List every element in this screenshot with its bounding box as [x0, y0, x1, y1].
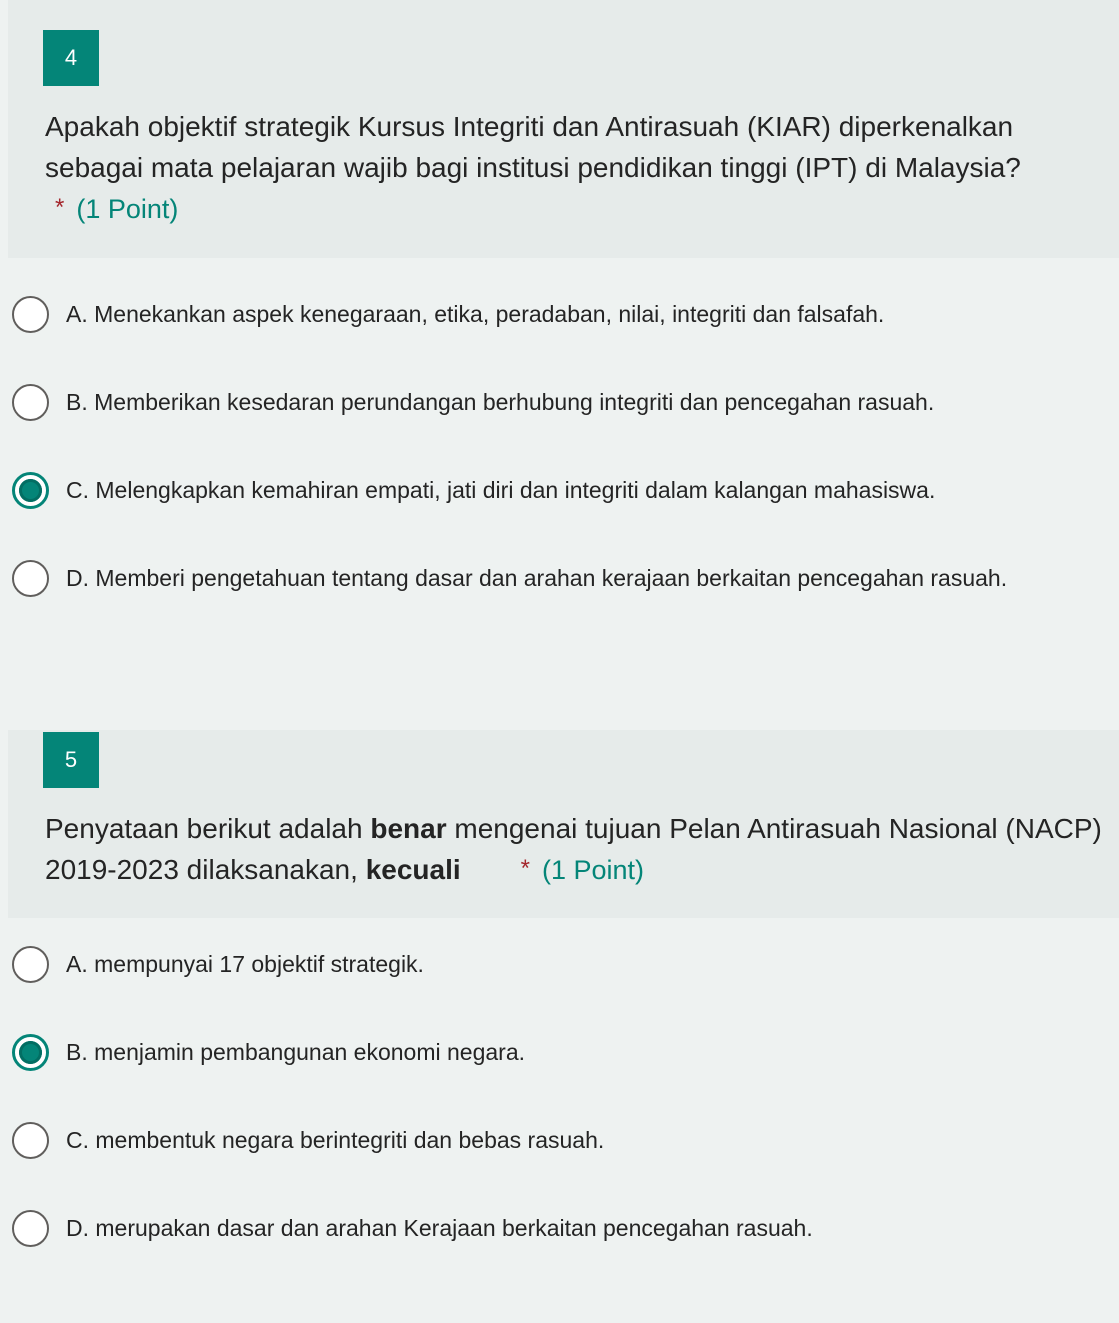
question-4 — [0, 0, 1119, 622]
radio-button[interactable] — [12, 946, 49, 983]
question-text-bold: benar — [370, 813, 447, 844]
radio-button-selected[interactable] — [12, 1034, 49, 1071]
question-title — [45, 808, 1115, 892]
option-a[interactable] — [0, 270, 1119, 358]
question-title — [45, 106, 1115, 231]
required-mark: * — [520, 855, 530, 882]
option-b[interactable] — [0, 358, 1119, 446]
option-c[interactable] — [0, 1096, 1119, 1184]
radio-button[interactable] — [12, 1210, 49, 1247]
radio-button[interactable] — [12, 296, 49, 333]
question-points: (1 Point) — [541, 855, 645, 885]
option-label[interactable]: A. mempunyai 17 objektif strategik. — [66, 950, 424, 977]
question-text: Apakah objektif strategik Kursus Integriti dan Antirasuah (KIAR) diperkenalkan sebagai mata pelajaran wajib bagi institusi pendidikan tinggi (IPT) di Malaysia? — [45, 111, 1021, 183]
question-points: (1 Point) — [76, 194, 179, 224]
option-label[interactable]: C. Melengkapkan kemahiran empati, jati diri dan integriti dalam kalangan mahasiswa. — [66, 476, 936, 503]
question-5 — [0, 730, 1119, 1272]
required-mark: * — [55, 194, 65, 221]
option-label[interactable]: B. menjamin pembangunan ekonomi negara. — [66, 1038, 526, 1065]
question-header — [8, 0, 1119, 258]
options-list — [0, 918, 1119, 1272]
radio-button[interactable] — [12, 384, 49, 421]
option-label[interactable]: A. Menekankan aspek kenegaraan, etika, peradaban, nilai, integriti dan falsafah. — [66, 300, 885, 327]
options-list — [0, 258, 1119, 622]
question-number-badge: 4 — [43, 30, 99, 86]
option-d[interactable] — [0, 1184, 1119, 1272]
question-text-part: mengenai tujuan Pelan Antirasuah Nasional (NACP) 2019-2023 dilaksanakan, — [45, 813, 1102, 885]
option-a[interactable] — [0, 920, 1119, 1008]
question-number-badge: 5 — [43, 732, 99, 788]
option-d[interactable] — [0, 534, 1119, 622]
option-label[interactable]: C. membentuk negara berintegriti dan bebas rasuah. — [66, 1126, 605, 1153]
radio-button-selected[interactable] — [12, 472, 49, 509]
option-label[interactable]: B. Memberikan kesedaran perundangan berhubung integriti dan pencegahan rasuah. — [66, 388, 935, 415]
question-text-part: Penyataan berikut adalah — [45, 813, 371, 844]
question-header — [8, 730, 1119, 918]
question-text-bold: kecuali — [365, 854, 461, 885]
radio-button[interactable] — [12, 560, 49, 597]
option-c[interactable] — [0, 446, 1119, 534]
option-b[interactable] — [0, 1008, 1119, 1096]
option-label[interactable]: D. Memberi pengetahuan tentang dasar dan arahan kerajaan berkaitan pencegahan rasuah. — [66, 564, 1008, 591]
option-label[interactable]: D. merupakan dasar dan arahan Kerajaan berkaitan pencegahan rasuah. — [66, 1214, 813, 1241]
radio-button[interactable] — [12, 1122, 49, 1159]
